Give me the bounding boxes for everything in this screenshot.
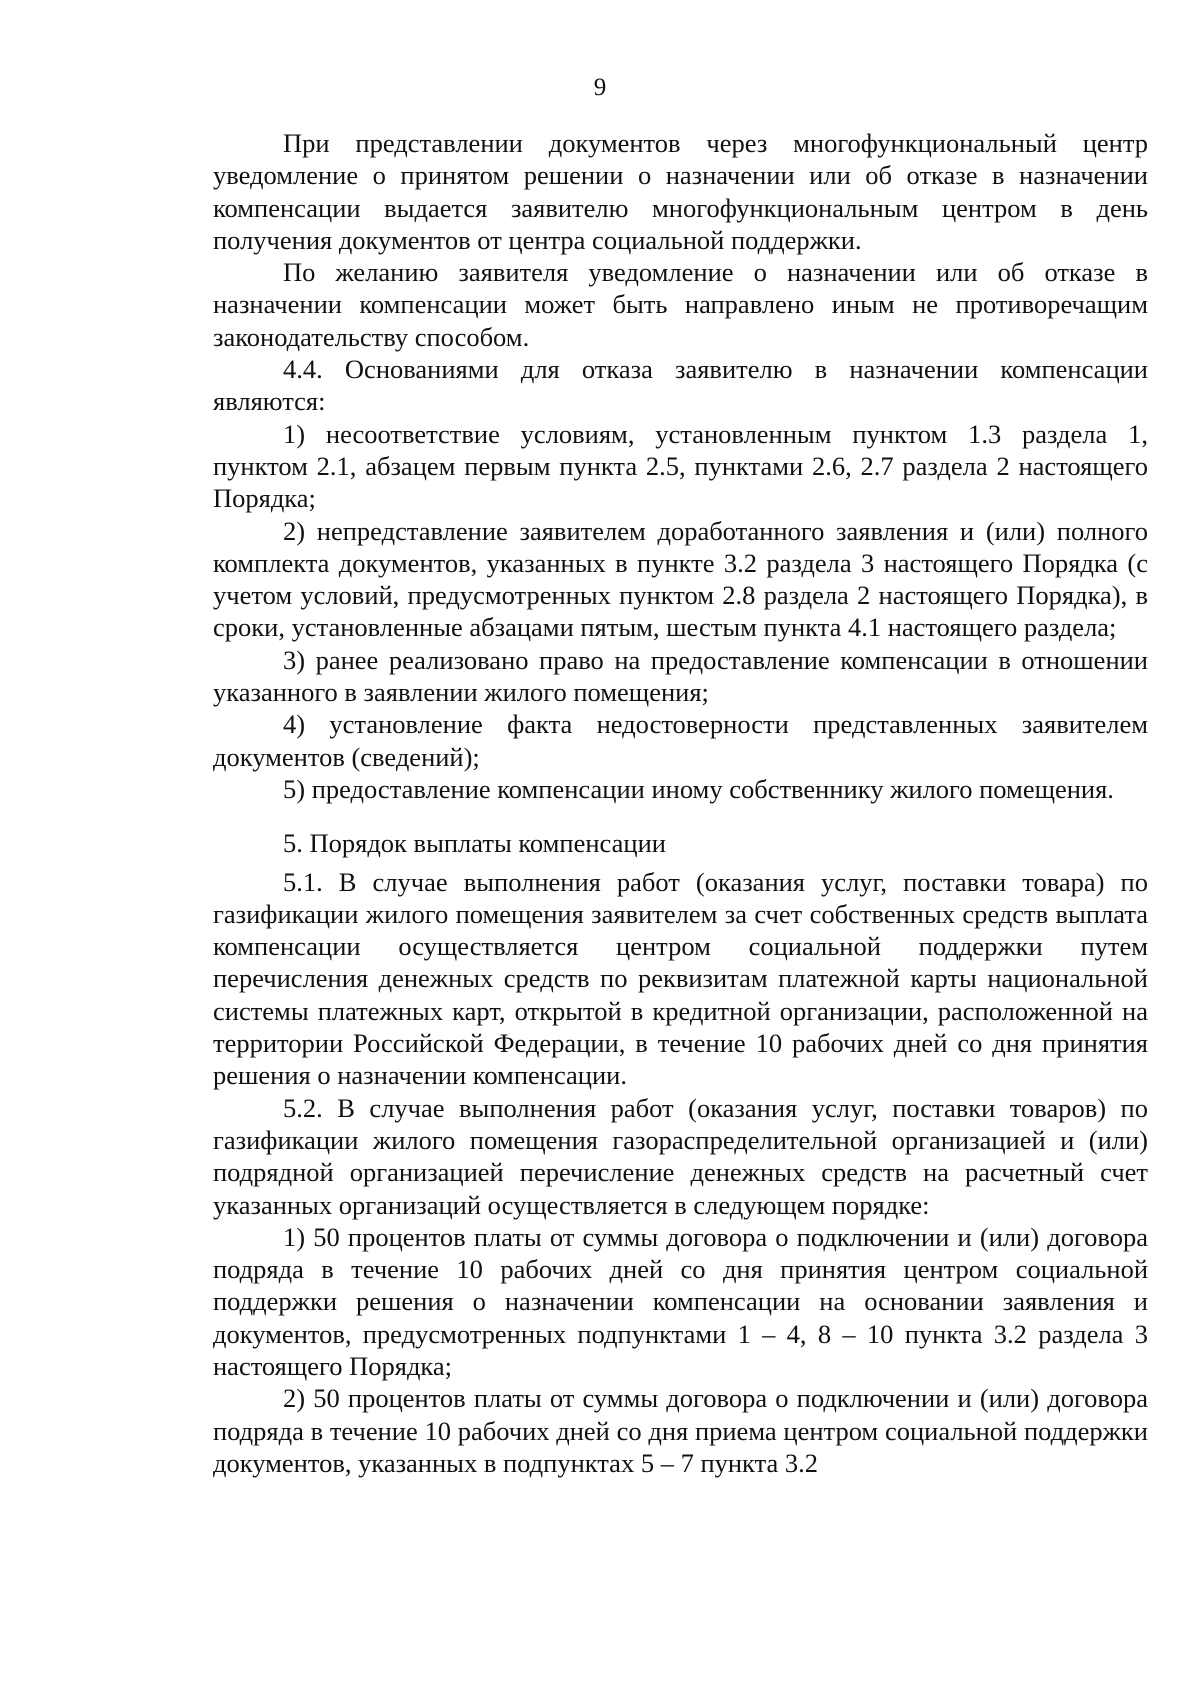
list-item-5-2-1: 1) 50 процентов платы от суммы договора о подключении и (или) договора подряда в течение 10 рабочих дней со дня принятия центром социальной поддержки решения о назначении компенсации на основании заявления и документов, предусмотренных подпунктами 1 – 4, 8 – 10 пункта 3.2 раздела 3 настоящего Порядка; [213,1221,1148,1381]
list-item-4-4-5: 5) предоставление компенсации иному собственнику жилого помещения. [283,773,1114,804]
page-number: 9 [593,74,607,101]
paragraph-notification-method: По желанию заявителя уведомление о назначении или об отказе в назначении компенсации может быть направлено иным не противоречащим законодательству способом. [213,257,1148,352]
list-item-4-4-2: 2) непредставление заявителем доработанного заявления и (или) полного комплекта документов, указанных в пункте 3.2 раздела 3 настоящего Порядка (с учетом условий, предусмотренных пунктом 2.8 раздела 2 настоящего Порядка), в сроки, установленные абзацами пятым, шестым пункта 4.1 настоящего раздела; [213,515,1148,643]
paragraph-mfc-notification: При представлении документов через многофункциональный центр уведомление о принятом решении о назначении или об отказе в назначении компенсации выдается заявителю многофункциональным центром в день получения документов от центра социальной поддержки. [213,128,1148,255]
paragraph-5-1: 5.1. В случае выполнения работ (оказания услуг, поставки товара) по газификации жилого помещения заявителем за счет собственных средств выплата компенсации осуществляется центром социальной поддержки путем перечисления денежных средств по реквизитам платежной карты национальной системы платежных карт, открытой в кредитной организации, расположенной на территории Российской Федерации, в течение 10 рабочих дней со дня принятия решения о назначении компенсации. [213,866,1148,1091]
section-heading-5: 5. Порядок выплаты компенсации [283,828,666,859]
list-item-4-4-4: 4) установление факта недостоверности представленных заявителем документов (сведений); [213,709,1148,772]
document-body [213,127,1148,1479]
paragraph-4-4: 4.4. Основаниями для отказа заявителю в назначении компенсации являются: [213,354,1148,417]
paragraph-5-2: 5.2. В случае выполнения работ (оказания услуг, поставки товаров) по газификации жилого помещения газораспределительной организацией и (или) подрядной организацией перечисление денежных средств на расчетный счет указанных организаций осуществляется в следующем порядке: [213,1092,1148,1220]
list-item-4-4-3: 3) ранее реализовано право на предоставление компенсации в отношении указанного в заявлении жилого помещения; [213,644,1148,708]
list-item-4-4-1: 1) несоответствие условиям, установленным пунктом 1.3 раздела 1, пунктом 2.1, абзацем первым пункта 2.5, пунктами 2.6, 2.7 раздела 2 настоящего Порядка; [213,418,1148,514]
list-item-5-2-2: 2) 50 процентов платы от суммы договора о подключении и (или) договора подряда в течение 10 рабочих дней со дня приема центром социальной поддержки документов, указанных в подпунктах 5 – 7 пункта 3.2 [213,1383,1148,1478]
